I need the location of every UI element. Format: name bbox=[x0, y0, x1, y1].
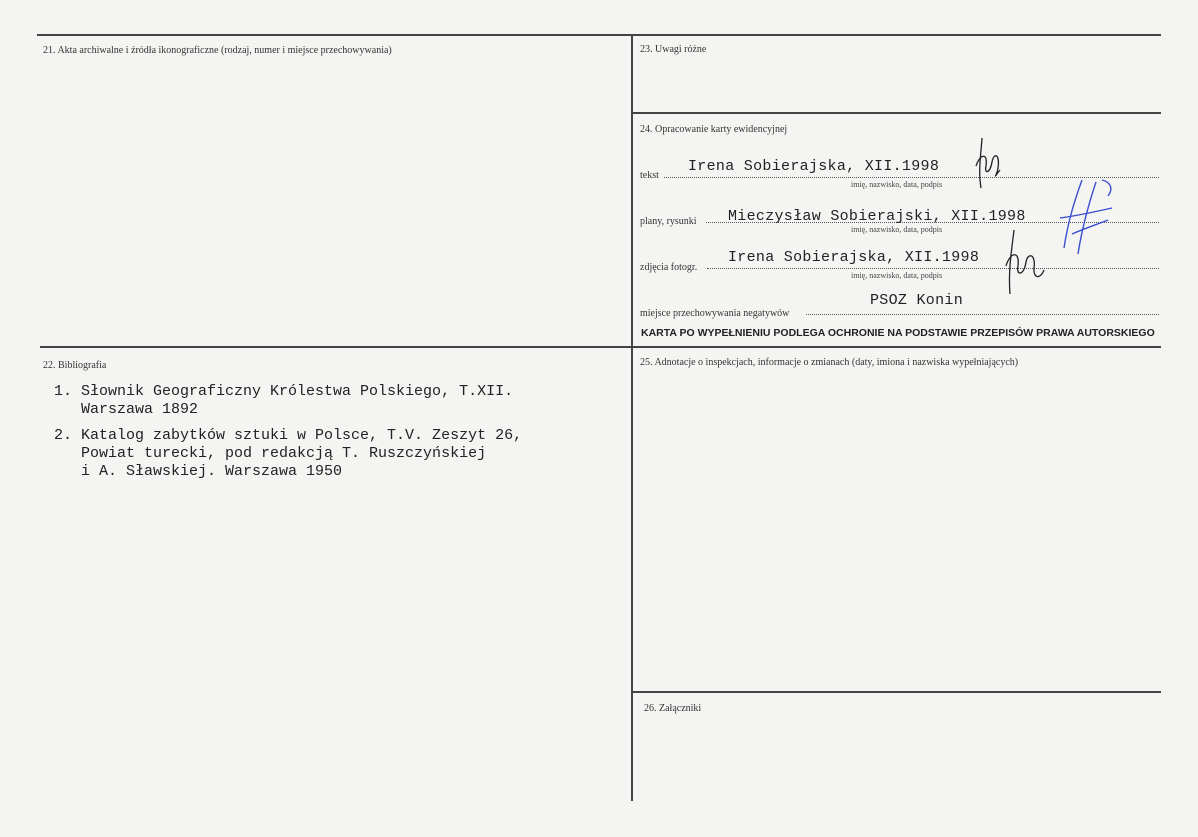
negatywy-dotted-line bbox=[806, 314, 1159, 315]
tekst-label: tekst bbox=[640, 170, 659, 181]
section-21-label: 21. Akta archiwalne i źródła ikonograficzne (rodzaj, numer i miejsce przechowywania) bbox=[43, 45, 392, 56]
bibliography-item: 1. Słownik Geograficzny Królestwa Polskiego, T.XII. Warszawa 1892 bbox=[54, 383, 514, 418]
signature-plany-icon bbox=[1052, 178, 1120, 260]
section-22-label: 22. Bibliografia bbox=[43, 360, 107, 371]
zdjecia-label: zdjęcia fotogr. bbox=[640, 262, 698, 273]
section-25-label: 25. Adnotacje o inspekcjach, informacje o zmianach (daty, imiona i nazwiska wypełniających) bbox=[640, 357, 1019, 368]
plany-value: Mieczysław Sobierajski, XII.1998 bbox=[728, 208, 1026, 225]
section-26-label: 26. Załączniki bbox=[644, 703, 702, 714]
tekst-value: Irena Sobierajska, XII.1998 bbox=[688, 158, 940, 175]
middle-rule bbox=[40, 346, 1161, 348]
zdjecia-hint: imię, nazwisko, data, podpis bbox=[851, 271, 943, 280]
negatywy-value: PSOZ Konin bbox=[870, 292, 964, 309]
bibliography-list bbox=[54, 383, 522, 489]
negatywy-label: miejsce przechowywania negatywów bbox=[640, 308, 790, 319]
center-divider bbox=[631, 34, 633, 801]
rule-25-26 bbox=[632, 691, 1161, 693]
plany-hint: imię, nazwisko, data, podpis bbox=[851, 225, 943, 234]
copyright-notice: KARTA PO WYPEŁNIENIU PODLEGA OCHRONIE NA PODSTAWIE PRZEPISÓW PRAWA AUTORSKIEGO bbox=[641, 327, 1155, 339]
rule-23-24 bbox=[632, 112, 1161, 114]
bibliography-item: 2. Katalog zabytków sztuki w Polsce, T.V. Zeszyt 26, Powiat turecki, pod redakcją T. Ruszczyńskiej i A. Sławskiej. Warszawa 1950 bbox=[54, 427, 523, 480]
zdjecia-dotted-line bbox=[707, 268, 1159, 269]
top-rule bbox=[37, 34, 1161, 36]
plany-label: plany, rysunki bbox=[640, 216, 697, 227]
section-24-label: 24. Opracowanie karty ewidencyjnej bbox=[640, 124, 788, 135]
zdjecia-value: Irena Sobierajska, XII.1998 bbox=[728, 249, 980, 266]
signature-tekst-icon bbox=[972, 136, 1012, 192]
section-23-label: 23. Uwagi różne bbox=[640, 44, 707, 55]
tekst-hint: imię, nazwisko, data, podpis bbox=[851, 180, 943, 189]
signature-zdjecia-icon bbox=[1000, 226, 1050, 298]
